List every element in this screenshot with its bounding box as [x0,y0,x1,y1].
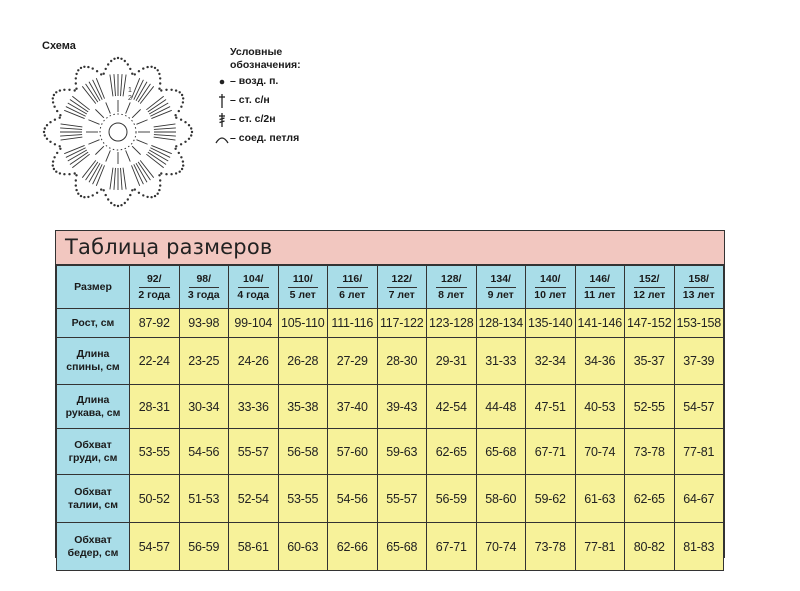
table-cell: 56-59 [179,523,229,571]
table-cell: 35-38 [278,385,328,429]
table-cell: 93-98 [179,309,229,338]
table-cell: 70-74 [476,523,526,571]
table-cell: 141-146 [575,309,625,338]
table-cell: 34-36 [575,338,625,385]
table-cell: 54-57 [130,523,180,571]
table-header-row [57,266,724,309]
legend-label: – возд. п. [230,75,279,87]
size-column-header [328,266,378,309]
table-cell: 128-134 [476,309,526,338]
size-column-header [526,266,576,309]
size-column-header [179,266,229,309]
table-cell: 111-116 [328,309,378,338]
table-cell: 29-31 [427,338,477,385]
age-value: 4 года [237,288,270,301]
table-cell: 51-53 [179,475,229,523]
row-label-line1: Обхват [74,533,112,546]
table-cell: 57-60 [328,429,378,475]
legend-item-single-crochet [214,91,301,110]
table-cell: 55-57 [229,429,279,475]
table-cell: 54-56 [179,429,229,475]
table-cell: 27-29 [328,338,378,385]
single-crochet-icon [214,93,230,109]
table-cell: 58-60 [476,475,526,523]
legend-item-double-crochet [214,110,301,129]
size-value: 104/ [238,272,269,288]
table-cell: 147-152 [625,309,675,338]
table-cell: 70-74 [575,429,625,475]
table-cell: 59-63 [377,429,427,475]
table-cell: 50-52 [130,475,180,523]
table-cell: 33-36 [229,385,279,429]
table-cell: 153-158 [674,309,724,338]
scheme-title: Схема [42,40,76,52]
table-cell: 47-51 [526,385,576,429]
table-cell: 60-63 [278,523,328,571]
size-column-header [130,266,180,309]
table-title: Таблица размеров [56,231,724,265]
row-label-line1: Обхват [74,438,112,451]
table-cell: 73-78 [625,429,675,475]
size-value: 116/ [337,272,368,288]
table-cell: 62-65 [625,475,675,523]
size-value: 92/ [139,272,170,288]
age-value: 3 года [187,288,220,301]
size-value: 140/ [535,272,566,288]
legend-title-line1: Условные [230,46,283,58]
table-cell: 39-43 [377,385,427,429]
size-value: 158/ [684,272,715,288]
size-value: 122/ [387,272,418,288]
size-column-header [625,266,675,309]
table-cell: 30-34 [179,385,229,429]
legend-label: – ст. с/2н [230,113,276,125]
table-cell: 59-62 [526,475,576,523]
table-cell: 99-104 [229,309,279,338]
row-label-line2: спины, см [66,361,120,373]
row-label [57,523,130,571]
size-column-header [278,266,328,309]
table-cell: 67-71 [526,429,576,475]
size-column-header [674,266,724,309]
dot-icon [214,74,230,90]
row-label [57,475,130,523]
table-cell: 80-82 [625,523,675,571]
table-cell: 53-55 [278,475,328,523]
table-cell: 55-57 [377,475,427,523]
table-cell: 23-25 [179,338,229,385]
table-cell: 35-37 [625,338,675,385]
size-value: 98/ [189,272,220,288]
table-row [57,309,724,338]
table-cell: 67-71 [427,523,477,571]
table-cell: 54-57 [674,385,724,429]
table-cell: 22-24 [130,338,180,385]
table-cell: 42-54 [427,385,477,429]
table-cell: 26-28 [278,338,328,385]
row-label-line1: Обхват [74,485,112,498]
size-column-header [427,266,477,309]
row-label [57,429,130,475]
row-label-line2: талии, см [67,498,118,511]
row-label-line2: груди, см [68,451,118,464]
table-row [57,429,724,475]
table-cell: 54-56 [328,475,378,523]
table-cell: 40-53 [575,385,625,429]
arc-icon [214,131,230,147]
row-label-line1: Рост, см [71,316,115,329]
table-cell: 28-31 [130,385,180,429]
legend-item-slip-stitch [214,129,301,148]
size-column-header [476,266,526,309]
table-cell: 56-58 [278,429,328,475]
row-label-line2: рукава, см [65,406,121,419]
age-value: 6 лет [339,288,366,301]
legend [214,46,301,148]
age-value: 7 лет [388,288,415,301]
row-label-line1: Длина [76,348,110,360]
table-cell: 64-67 [674,475,724,523]
size-value: 128/ [436,272,467,288]
table-row [57,475,724,523]
table-cell: 65-68 [476,429,526,475]
size-table [55,230,725,558]
table-cell: 28-30 [377,338,427,385]
table-cell: 61-63 [575,475,625,523]
table-cell: 37-40 [328,385,378,429]
chain-label-2: 2 [128,95,132,102]
age-value: 11 лет [584,288,616,301]
legend-title-line2: обозначения: [230,59,301,71]
size-column-header [377,266,427,309]
chain-label-1: 1 [128,87,132,94]
row-label-line1: Длина [76,393,110,406]
size-value: 146/ [585,272,616,288]
table-cell: 65-68 [377,523,427,571]
legend-item-chain [214,72,301,91]
table-cell: 73-78 [526,523,576,571]
corner-label: Размер [57,266,130,309]
size-column-header [229,266,279,309]
size-column-header [575,266,625,309]
row-label [57,385,130,429]
double-crochet-icon [214,112,230,128]
age-value: 12 лет [633,288,666,301]
table-cell: 105-110 [278,309,328,338]
age-value: 2 года [138,288,171,301]
table-row [57,523,724,571]
table-cell: 135-140 [526,309,576,338]
age-value: 5 лет [289,288,316,301]
table-cell: 87-92 [130,309,180,338]
table-row [57,338,724,385]
legend-label: – соед. петля [230,132,300,144]
age-value: 10 лет [534,288,567,301]
table-cell: 62-66 [328,523,378,571]
row-label [57,338,130,385]
table-cell: 81-83 [674,523,724,571]
size-value: 152/ [634,272,665,288]
age-value: 8 лет [438,288,465,301]
table-cell: 53-55 [130,429,180,475]
table-cell: 24-26 [229,338,279,385]
table-cell: 62-65 [427,429,477,475]
table-cell: 117-122 [377,309,427,338]
row-label-line2: бедер, см [67,546,119,559]
table-cell: 77-81 [575,523,625,571]
table-cell: 56-59 [427,475,477,523]
legend-label: – ст. с/н [230,94,270,106]
table-cell: 52-54 [229,475,279,523]
size-grid [56,265,724,571]
table-cell: 44-48 [476,385,526,429]
table-cell: 32-34 [526,338,576,385]
table-row [57,385,724,429]
table-cell: 58-61 [229,523,279,571]
row-label [57,309,130,338]
age-value: 13 лет [682,288,715,301]
table-cell: 123-128 [427,309,477,338]
table-cell: 37-39 [674,338,724,385]
size-value: 110/ [288,272,319,288]
crochet-scheme-diagram [40,52,200,212]
table-cell: 31-33 [476,338,526,385]
age-value: 9 лет [487,288,514,301]
size-value: 134/ [486,272,517,288]
table-cell: 77-81 [674,429,724,475]
table-cell: 52-55 [625,385,675,429]
